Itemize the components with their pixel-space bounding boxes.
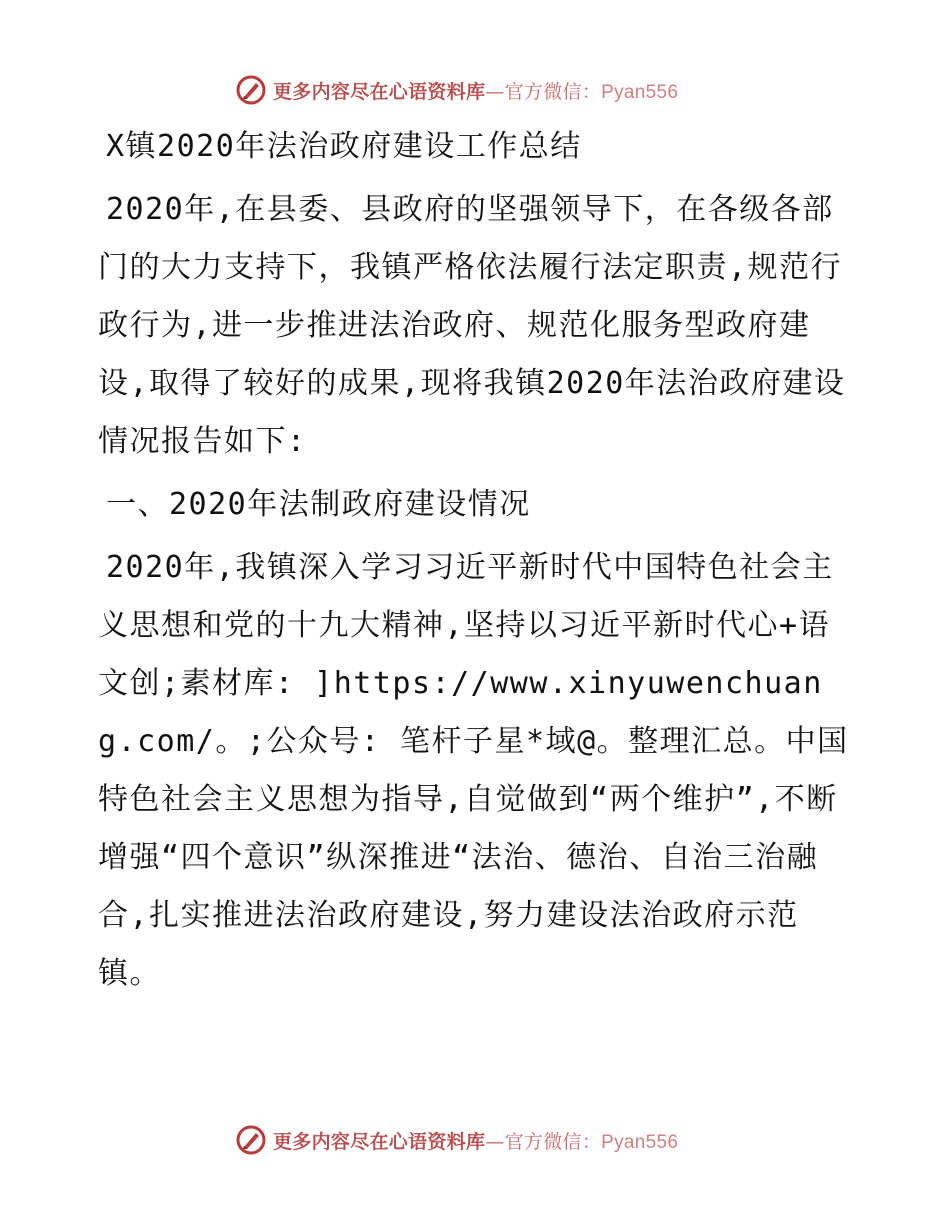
footer-watermark-banner xyxy=(235,1123,678,1157)
document-body xyxy=(98,118,858,1008)
intro-paragraph: 2020年,在县委、县政府的坚强领导下，在各级各部门的大力支持下，我镇严格依法履行法定职责,规范行政行为,进一步推进法治政府、规范化服务型政府建设,取得了较好的成果,现将我镇2020年法治政府建设情况报告如下: xyxy=(98,192,846,459)
header-watermark-banner xyxy=(235,73,678,107)
watermark-contact-label: 官方微信： xyxy=(504,80,602,103)
body-paragraph: 2020年,我镇深入学习习近平新时代中国特色社会主义思想和党的十九大精神,坚持以习近平新时代心+语文创;素材库: ]https://www.xinyuwenchuang.com/。;公众号: 笔杆子星*域@。整理汇总。中国特色社会主义思想为指导,自觉做到“两个维护”,不断增强“四个意识”纵深推进“法治、德治、自治三治融合,扎实推进法治政府建设,努力建设法治政府示范镇。 xyxy=(98,550,849,991)
watermark-site-label: 更多内容尽在心语资料库 xyxy=(273,1130,486,1153)
watermark-site-label: 更多内容尽在心语资料库 xyxy=(273,80,486,103)
watermark-text xyxy=(273,1127,678,1154)
quill-logo-icon xyxy=(235,74,267,106)
watermark-handle: Pyan556 xyxy=(601,81,679,103)
quill-logo-icon xyxy=(235,1124,267,1156)
watermark-separator: — xyxy=(485,1130,505,1153)
watermark-text xyxy=(273,77,678,104)
watermark-separator: — xyxy=(485,80,505,103)
watermark-handle: Pyan556 xyxy=(601,1131,679,1153)
watermark-contact-label: 官方微信： xyxy=(504,1130,602,1153)
document-title: X镇2020年法治政府建设工作总结 xyxy=(106,129,582,164)
section-heading: 一、2020年法制政府建设情况 xyxy=(106,487,531,522)
